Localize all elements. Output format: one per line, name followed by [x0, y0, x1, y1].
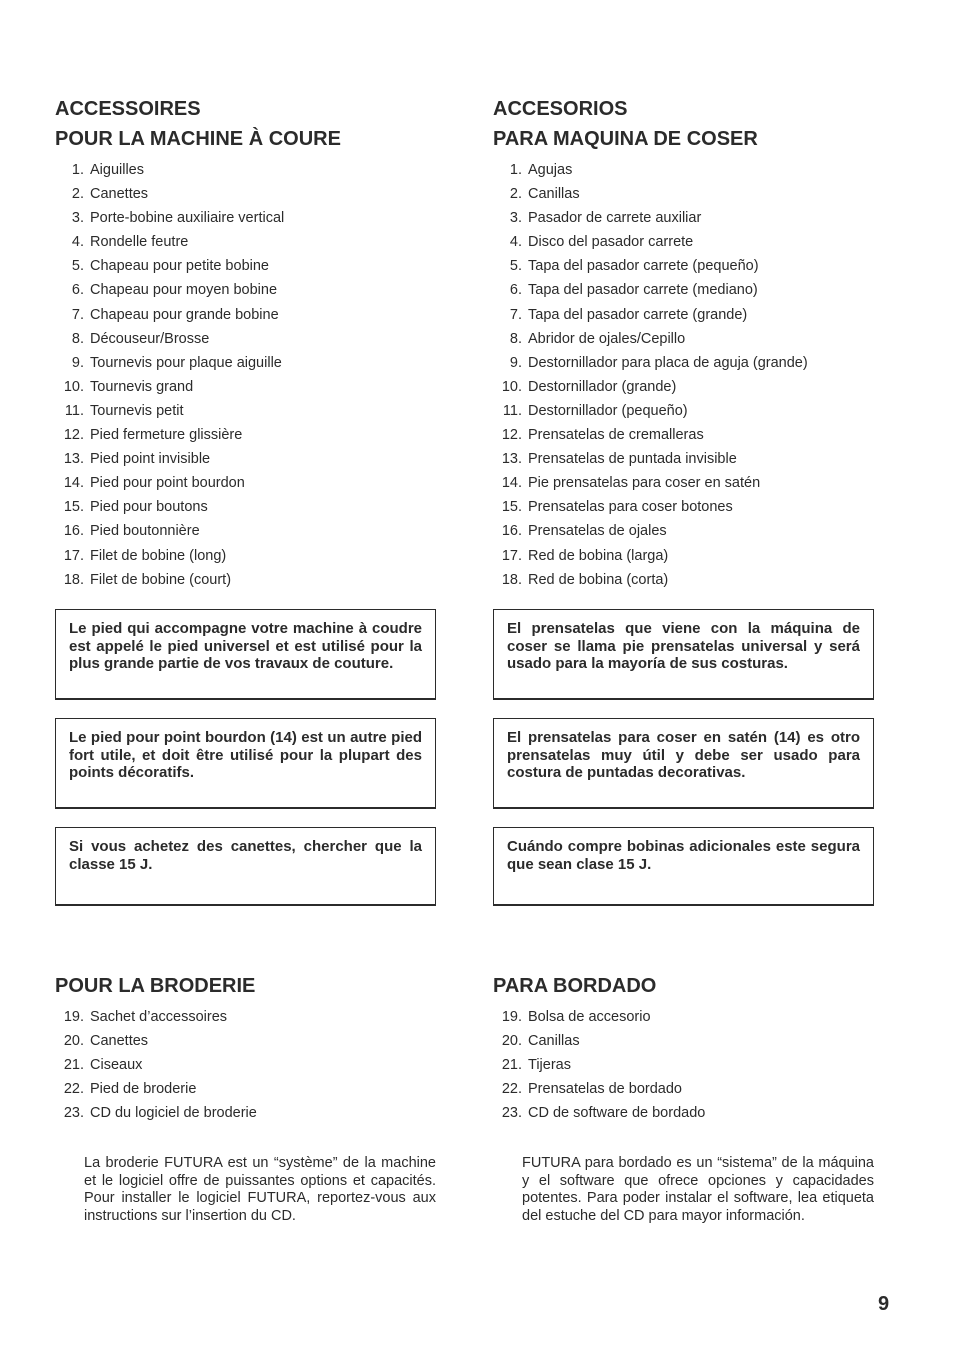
- item-number: 11.: [502, 402, 522, 419]
- item-label: Bolsa de accesorio: [528, 1009, 651, 1025]
- item-label: Porte-bobine auxiliaire vertical: [90, 210, 285, 227]
- section-title: ACCESORIOS: [493, 98, 628, 120]
- list-item: [493, 278, 875, 302]
- item-label: Filet de bobine (long): [90, 547, 227, 564]
- item-label: Tournevis petit: [90, 402, 184, 419]
- item-label: Canettes: [90, 186, 149, 203]
- list-item: [55, 399, 437, 423]
- accessory-list: [493, 158, 875, 592]
- list-item: [55, 1077, 437, 1101]
- item-number: 21.: [63, 1057, 84, 1074]
- item-label: Rondelle feutre: [90, 234, 189, 251]
- item-number: 7.: [71, 306, 84, 323]
- item-label: Destornillador (grande): [528, 378, 677, 395]
- item-number: 14.: [501, 475, 522, 492]
- french-column: [55, 96, 437, 1224]
- note-text: Cuándo compre bobinas adicionales este segura que sean clase 15 J.: [507, 838, 860, 873]
- item-number: 4.: [509, 234, 522, 251]
- item-label: Tournevis pour plaque aiguille: [90, 354, 282, 371]
- note-box-universal-foot: [493, 609, 874, 700]
- item-number: 23.: [501, 1105, 522, 1122]
- list-item: [493, 1005, 875, 1029]
- list-item: [493, 254, 875, 278]
- note-text: Si vous achetez des canettes, chercher que la classe 15 J.: [69, 838, 422, 873]
- item-label: Canillas: [528, 186, 580, 203]
- list-item: [55, 1005, 437, 1029]
- item-number: 9.: [71, 354, 84, 371]
- list-item: [55, 423, 437, 447]
- embroidery-subtitle: POUR LA BRODERIE: [55, 975, 256, 997]
- embroidery-list: [493, 1005, 875, 1125]
- item-number: 15.: [501, 499, 522, 516]
- item-number: 6.: [71, 282, 84, 299]
- list-item: [55, 303, 437, 327]
- list-item: [55, 327, 437, 351]
- item-number: 14.: [63, 475, 84, 492]
- item-label: Chapeau pour grande bobine: [90, 306, 279, 323]
- item-label: Tapa del pasador carrete (pequeño): [528, 258, 759, 275]
- item-number: 9.: [509, 354, 522, 371]
- item-label: Pied point invisible: [90, 451, 211, 468]
- list-item: [55, 375, 437, 399]
- list-item: [493, 544, 875, 568]
- item-number: 6.: [509, 282, 522, 299]
- note-box-bobbins: [55, 827, 436, 906]
- item-number: 15.: [63, 499, 84, 516]
- list-item: [493, 495, 875, 519]
- item-label: Tapa del pasador carrete (mediano): [528, 282, 758, 299]
- item-number: 3.: [509, 210, 522, 227]
- section-title: ACCESSOIRES: [55, 98, 201, 120]
- list-item: [55, 447, 437, 471]
- list-item: [55, 519, 437, 543]
- item-number: 13.: [63, 451, 84, 468]
- item-label: Ciseaux: [90, 1057, 143, 1074]
- item-label: Sachet d’accessoires: [90, 1009, 228, 1025]
- item-label: Red de bobina (larga): [528, 547, 669, 564]
- item-label: Canettes: [90, 1033, 149, 1050]
- item-label: Tournevis grand: [90, 378, 194, 395]
- item-number: 10.: [63, 378, 84, 395]
- list-item: [55, 230, 437, 254]
- item-label: Filet de bobine (court): [90, 571, 232, 588]
- note-text: Le pied pour point bourdon (14) est un autre pied fort utile, et doit être utilisé pour la plupart des points décoratifs.: [69, 729, 422, 781]
- list-item: [493, 568, 875, 592]
- item-label: Prensatelas para coser botones: [528, 499, 733, 516]
- item-number: 18.: [63, 571, 84, 588]
- list-item: [55, 254, 437, 278]
- item-number: 5.: [71, 258, 84, 275]
- item-label: Pied pour point bourdon: [90, 475, 245, 492]
- item-label: Pasador de carrete auxiliar: [528, 210, 702, 227]
- item-number: 17.: [63, 547, 84, 564]
- note-text: Le pied qui accompagne votre machine à coudre est appelé le pied universel et est utilisé pour la plus grande partie de vos travaux de couture.: [69, 620, 422, 672]
- list-item: [493, 351, 875, 375]
- section-subtitle: PARA MAQUINA DE COSER: [493, 128, 758, 150]
- item-label: Agujas: [528, 162, 573, 178]
- accessory-list: [55, 158, 437, 592]
- item-label: Red de bobina (corta): [528, 571, 669, 588]
- item-number: 20.: [63, 1033, 84, 1050]
- item-number: 13.: [501, 451, 522, 468]
- item-label: Pied pour boutons: [90, 499, 208, 516]
- list-item: [493, 182, 875, 206]
- list-item: [55, 206, 437, 230]
- list-item: [493, 423, 875, 447]
- item-label: Découseur/Brosse: [90, 330, 210, 347]
- item-label: Destornillador (pequeño): [528, 402, 688, 419]
- item-label: Chapeau pour petite bobine: [90, 258, 269, 275]
- note-box-universal-foot: [55, 609, 436, 700]
- item-label: Aiguilles: [90, 162, 144, 178]
- list-item: [55, 471, 437, 495]
- list-item: [55, 351, 437, 375]
- item-label: Tapa del pasador carrete (grande): [528, 306, 748, 323]
- item-label: Prensatelas de cremalleras: [528, 427, 704, 444]
- item-label: Pied de broderie: [90, 1081, 197, 1098]
- list-item: [493, 327, 875, 351]
- item-number: 8.: [509, 330, 522, 347]
- item-label: Destornillador para placa de aguja (grande): [528, 354, 808, 371]
- item-label: CD du logiciel de broderie: [90, 1105, 257, 1122]
- embroidery-paragraph: FUTURA para bordado es un “sistema” de la máquina y el software que ofrece opciones y capacidades potentes. Para poder instalar el software, lea etiqueta del estuche del CD para mayor información.: [522, 1155, 874, 1224]
- item-number: 16.: [63, 523, 84, 540]
- item-number: 4.: [71, 234, 84, 251]
- list-item: [493, 1029, 875, 1053]
- embroidery-paragraph: La broderie FUTURA est un “système” de la machine et le logiciel offre de puissantes options et capacités. Pour installer le logiciel FUTURA, reportez-vous aux instructions sur l’insertion du CD.: [84, 1155, 436, 1224]
- item-label: Prensatelas de puntada invisible: [528, 451, 737, 468]
- list-item: [493, 447, 875, 471]
- item-number: 5.: [509, 258, 522, 275]
- list-item: [493, 1101, 875, 1125]
- item-number: 12.: [63, 427, 84, 444]
- item-number: 22.: [501, 1081, 522, 1098]
- item-number: 19.: [63, 1009, 84, 1025]
- list-item: [55, 1101, 437, 1125]
- item-number: 7.: [509, 306, 522, 323]
- list-item: [55, 1053, 437, 1077]
- list-item: [493, 375, 875, 399]
- item-label: Prensatelas de ojales: [528, 523, 667, 540]
- note-text: El prensatelas que viene con la máquina de coser se llama pie prensatelas universal y será usado para la mayoría de sus costuras.: [507, 620, 860, 672]
- item-label: Canillas: [528, 1033, 580, 1050]
- list-item: [55, 278, 437, 302]
- item-label: Pied fermeture glissière: [90, 427, 243, 444]
- list-item: [493, 158, 875, 182]
- embroidery-section: [55, 973, 437, 1125]
- item-number: 10.: [501, 378, 522, 395]
- item-label: Abridor de ojales/Cepillo: [528, 330, 686, 347]
- item-number: 21.: [501, 1057, 522, 1074]
- note-box-satin-foot: [55, 718, 436, 809]
- item-number: 20.: [501, 1033, 522, 1050]
- item-number: 3.: [71, 210, 84, 227]
- list-item: [493, 303, 875, 327]
- list-item: [55, 182, 437, 206]
- item-label: CD de software de bordado: [528, 1105, 706, 1122]
- section-subtitle: POUR LA MACHINE À COURE: [55, 128, 341, 150]
- item-number: 22.: [63, 1081, 84, 1098]
- item-number: 19.: [501, 1009, 522, 1025]
- spanish-column: [493, 96, 875, 1224]
- list-item: [493, 230, 875, 254]
- item-number: 23.: [63, 1105, 84, 1122]
- list-item: [493, 471, 875, 495]
- list-item: [55, 544, 437, 568]
- item-number: 17.: [501, 547, 522, 564]
- list-item: [55, 568, 437, 592]
- item-number: 8.: [71, 330, 84, 347]
- note-box-bobbins: [493, 827, 874, 906]
- item-label: Pied boutonnière: [90, 523, 200, 540]
- item-number: 2.: [509, 186, 522, 203]
- item-label: Chapeau pour moyen bobine: [90, 282, 278, 299]
- item-number: 2.: [71, 186, 84, 203]
- page-number: 9: [878, 1293, 890, 1315]
- embroidery-subtitle: PARA BORDADO: [493, 975, 657, 997]
- list-item: [493, 1077, 875, 1101]
- list-item: [493, 399, 875, 423]
- item-label: Tijeras: [528, 1057, 571, 1074]
- item-label: Prensatelas de bordado: [528, 1081, 682, 1098]
- list-item: [493, 206, 875, 230]
- item-number: 12.: [501, 427, 522, 444]
- list-item: [55, 158, 437, 182]
- note-box-satin-foot: [493, 718, 874, 809]
- item-number: 1.: [71, 162, 84, 178]
- list-item: [493, 1053, 875, 1077]
- item-number: 11.: [64, 402, 84, 419]
- item-label: Pie prensatelas para coser en satén: [528, 475, 761, 492]
- item-number: 1.: [509, 162, 522, 178]
- note-text: El prensatelas para coser en satén (14) es otro prensatelas muy útil y debe ser usado para costura de puntadas decorativas.: [507, 729, 860, 781]
- list-item: [55, 1029, 437, 1053]
- embroidery-section: [493, 973, 875, 1125]
- embroidery-list: [55, 1005, 437, 1125]
- item-number: 16.: [501, 523, 522, 540]
- item-number: 18.: [501, 571, 522, 588]
- list-item: [493, 519, 875, 543]
- list-item: [55, 495, 437, 519]
- item-label: Disco del pasador carrete: [528, 234, 694, 251]
